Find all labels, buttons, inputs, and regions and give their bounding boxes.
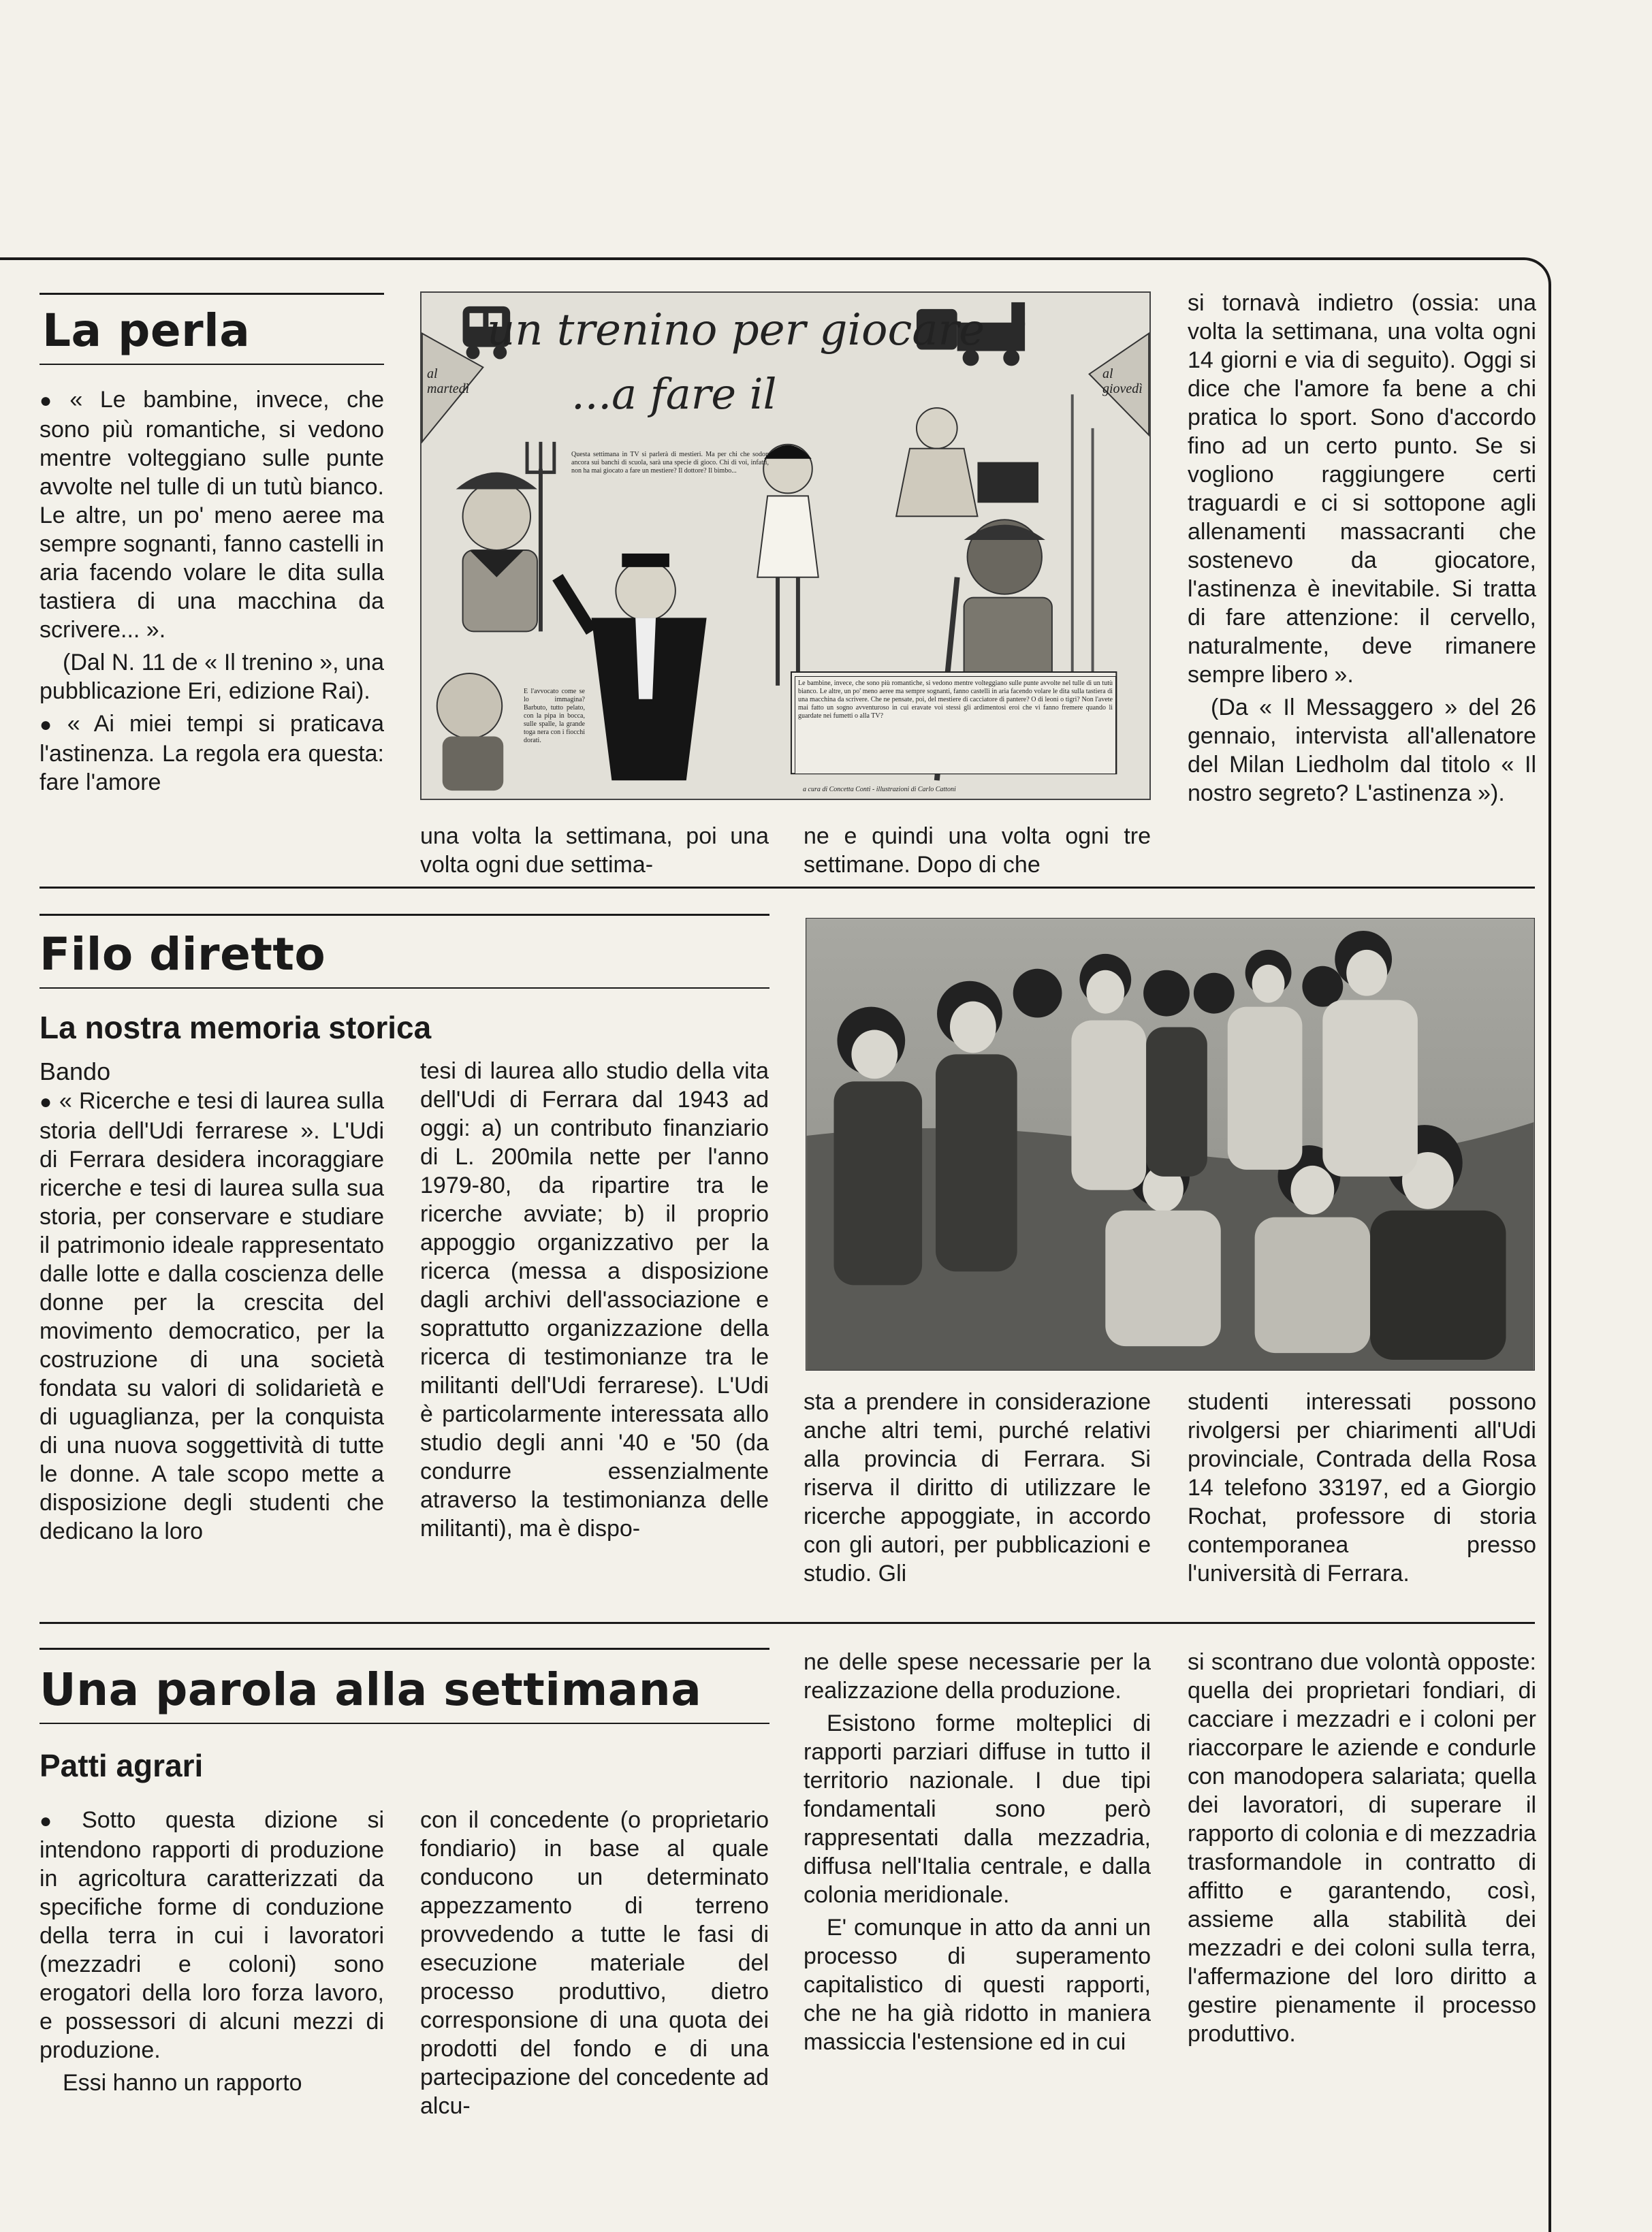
photo-drawing	[806, 919, 1534, 1370]
perla-column-1	[39, 385, 384, 882]
filo-column-4	[1188, 1388, 1536, 1618]
filo-title: Filo diretto	[39, 928, 326, 981]
filo-col2-text: tesi di laurea allo studio della vita dell'Udi di Ferrara dal 1943 ad oggi: a) un contributo finanziario di L. 200mila nette per l'anno 1979-80, da ripartire tra le ricerche avviate; b) il proprio appoggio organizzativo per la ricerca (messa a disposizione dagli archivi dell'associazione e soprattutto organizzazione della ricerca di testimonianze tra le militanti dell'Udi ferrarese). L'Udi è particolarmente interessata allo studio degli anni '40 e '50 (da condurre essenzialmente atraverso la testimonianza delle militanti), ma è dispo-	[420, 1058, 769, 1542]
parola-col1-text: Sotto questa dizione si intendono rapporti di produzione in agricoltura caratterizzati da specifiche forme di conduzione della terra in cui i lavoratori (mezzadri e coloni) sono erogatori della loro forza lavoro, e possessori di alcuni mezzi di produzione.	[39, 1807, 384, 2063]
tv-page-illustration	[420, 291, 1151, 800]
illustration-boxed-text: Le bambine, invece, che sono più romantiche, si vedono mentre volteggiano sulle punte avvolte nel tulle di un tutù bianco. Le altre, un po' meno aeree ma sempre sognanti, fanno castelli in aria facendo volare le dita sulla tastiera di una macchina da scrivere. Che ne pensate, poi, del mestiere di cacciatore di pantere? O di leoni o tigri? Non l'avete mai fatto un sogno avventuroso in cui eravate voi stessi gli ardimentosi eroi che vi fanno fremere quando li guardate nei fumetti o alla TV?	[795, 676, 1116, 774]
bullet-icon: ●	[39, 714, 61, 736]
parola-col3-text-3: E' comunque in atto da anni un processo di superamento capitalistico di questi rapporti, che ne ha già ridotto in maniera massiccia l'estensione ed in cui	[804, 1915, 1151, 2055]
parola-title-rule	[39, 1723, 769, 1724]
parola-column-1	[39, 1806, 384, 2119]
historic-group-photo	[806, 918, 1535, 1371]
bullet-icon: ●	[39, 389, 63, 412]
filo-label: Bando	[39, 1057, 111, 1085]
perla-col2-text: una volta la settimana, poi una volta ogni due settima-	[420, 823, 769, 878]
filo-col1-text: « Ricerche e tesi di laurea sulla storia dell'Udi ferrarese ». L'Udi di Ferrara desidera incoraggiare ricerche e tesi di laurea sulla sua storia, per conservare e studiare il patrimonio ideale rappresentato dalle lotte e dalla coscienza delle donne per la crescita del movimento democratico, per la costruzione di una società fondata su valori di solidarietà e di uguaglianza, per la conquista di una nuova soggettività di tutte le donne. A tale scopo mette a disposizione degli studenti che dedicano la loro	[39, 1088, 384, 1544]
perla-title-rule	[39, 364, 384, 365]
illustration-credit: a cura di Concetta Conti - illustrazioni di Carlo Cattoni	[803, 786, 956, 793]
filo-col3-text: sta a prendere in considerazione anche altri temi, purché relativi alla provincia di Ferrara. Si riserva il diritto di utilizzare le ricerche appoggiate, in accordo con gli autori, per pubblicazioni e studio. Gli	[804, 1389, 1151, 1587]
illustration-side-left: al martedì	[427, 366, 470, 396]
filo-title-rule	[39, 987, 769, 989]
parola-col2-text: con il concedente (o proprietario fondiario) in base al quale conducono un determinato appezzamento di terreno provvedendo a tutte le fasi di esecuzione materiale del processo produttivo, dietro corresponsione di una quota dei prodotti del fondo e di una partecipazione del concedente ad alcu-	[420, 1807, 769, 2119]
perla-col4-text: si tornavà indietro (ossia: una volta la settimana, una volta ogni 14 giorni e via di seguito). Oggi si dice che l'amore fa bene a chi pratica lo sport. Sono d'accordo fino ad un certo punto. Se si vogliono raggiungere certi traguardi e ci si sottopone agli allenamenti massacranti che sostenevo da giocatore, l'astinenza è inevitabile. Si tratta di fare attenzione: il cervello, naturalmente, deve rimanere sempre libero ».	[1188, 290, 1536, 688]
parola-column-3	[804, 1648, 1151, 2119]
illustration-lawyer-text: E l'avvocato come se lo immagina? Barbuto, tutto pelato, con la pipa in bocca, sulle spalle, la grande toga nera con i fiocchi dorati.	[524, 688, 585, 744]
parola-col1-text-2: Essi hanno un rapporto	[63, 2070, 302, 2096]
parola-top-rule	[39, 1648, 769, 1650]
perla-column-3	[804, 822, 1151, 883]
perla-column-4	[1188, 289, 1536, 884]
parola-column-4	[1188, 1648, 1536, 2119]
filo-column-3	[804, 1388, 1151, 1618]
perla-top-rule	[39, 293, 384, 295]
bullet-icon: ●	[39, 1091, 52, 1113]
filo-col4-text: studenti interessati possono rivolgersi per chiarimenti all'Udi provinciale, Contrada della Rosa 14 telefono 33197, ed a Giorgio Rochat, professore di storia contemporanea presso l'università di Ferrara.	[1188, 1389, 1536, 1587]
parola-col4-text: si scontrano due volontà opposte: quella dei proprietari fondiari, di cacciare i mezzadri e i coloni per riaccorpare le aziende e condurle con manodopera salariata; quella dei lavoratori, di superare il rapporto di colonia e di mezzadria trasformandole in contratto di affitto e garantendo, così, assieme alla stabilità dei mezzadri e dei coloni sulla terra, l'affermazione del loro diritto a gestire pienamente il processo produttivo.	[1188, 1649, 1536, 2047]
section-rule-1	[39, 887, 1535, 889]
perla-quote-1: « Le bambine, invece, che sono più romantiche, si vedono mentre volteggiano sulle punte avvolte nel tulle di un tutù bianco. Le altre, un po' meno aeree ma sempre sognanti, fanno castelli in aria facendo volare le dita sulla tastiera di una macchina da scrivere... ».	[39, 387, 384, 643]
parola-subtitle: Patti agrari	[39, 1748, 204, 1783]
illustration-intro-text: Questa settimana in TV si parlerà di mestieri. Ma per chi che sodon ancora sui banchi di scuola, sarà una specie di gioco. Chi di voi, infatti, non ha mai giocato a fare un mestiere? Il dottore? Il bimbo...	[571, 451, 769, 475]
parola-col3-text-2: Esistono forme molteplici di rapporti parziari diffuse in tutto il territorio nazionale. I due tipi fondamentali sono però rappresentati dalla mezzadria, diffusa nell'Italia centrale, e dalla colonia meridionale.	[804, 1710, 1151, 1908]
perla-quote-2: « Ai miei tempi si praticava l'astinenza. La regola era questa: fare l'amore	[39, 711, 384, 795]
filo-column-2	[420, 1057, 769, 1618]
perla-source-1: (Dal N. 11 de « Il trenino », una pubblicazione Eri, edizione Rai).	[39, 650, 384, 704]
section-rule-2	[39, 1622, 1535, 1624]
filo-subtitle: La nostra memoria storica	[39, 1010, 432, 1045]
parola-col3-text-1: ne delle spese necessarie per la realizzazione della produzione.	[804, 1649, 1151, 1704]
illustration-headline: un trenino per giocare	[487, 305, 985, 355]
perla-col3-text: ne e quindi una volta ogni tre settimane. Dopo di che	[804, 823, 1151, 878]
parola-column-2	[420, 1806, 769, 2119]
illustration-side-right: al giovedì	[1102, 366, 1143, 396]
bullet-icon: ●	[39, 1810, 76, 1832]
filo-top-rule	[39, 914, 769, 916]
perla-col4-source: (Da « Il Messaggero » del 26 gennaio, intervista all'allenatore del Milan Liedholm dal titolo « Il nostro segreto? L'astinenza »).	[1188, 695, 1536, 806]
perla-column-2	[420, 822, 769, 883]
filo-column-1	[39, 1087, 384, 1618]
parola-title: Una parola alla settimana	[39, 1663, 702, 1716]
perla-title: La perla	[42, 304, 251, 357]
illustration-headline-2: ...a fare il	[571, 369, 777, 419]
